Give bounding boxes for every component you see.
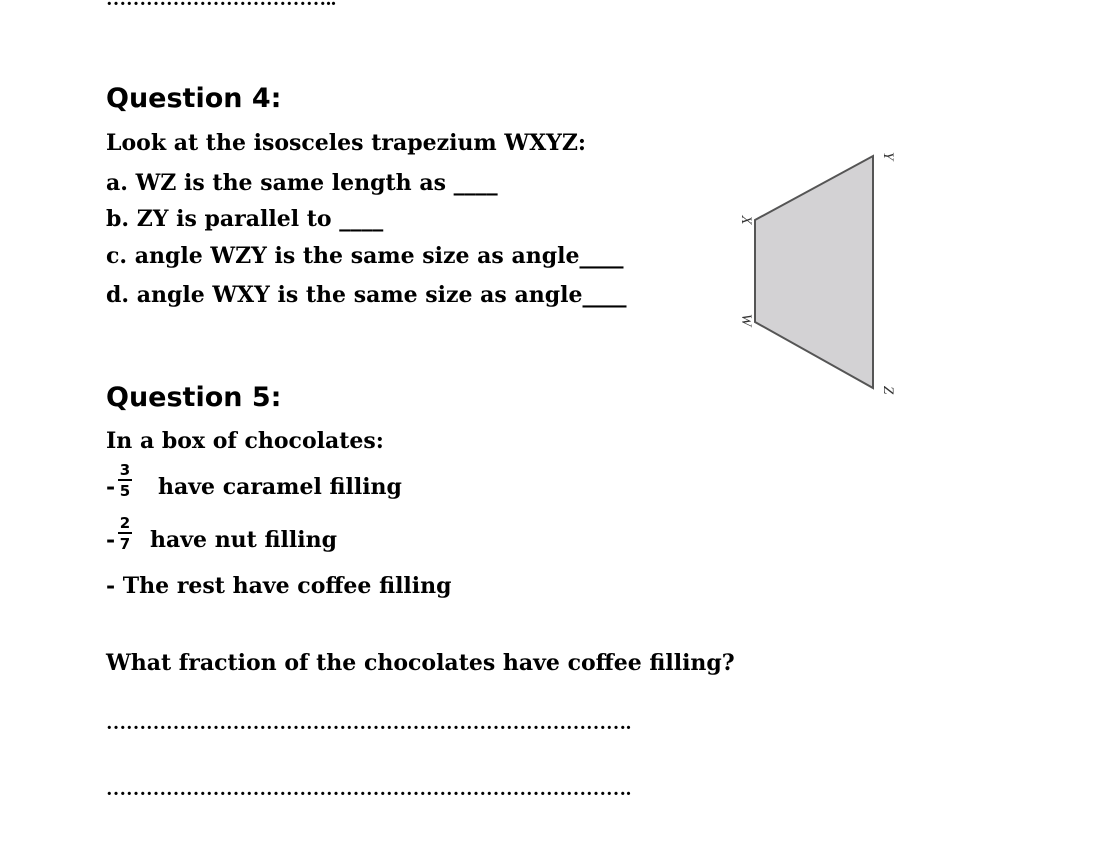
trapezium-shape (755, 156, 873, 388)
list-item-coffee: - The rest have coffee filling (106, 573, 452, 599)
fraction-caramel (118, 462, 132, 499)
list-item-text: have nut filling (150, 527, 337, 553)
question-5-intro: In a box of chocolates: (106, 428, 384, 454)
list-item-dash: - (106, 474, 116, 500)
answer-line-2[interactable]: ……………………………………………………………………. (106, 778, 631, 800)
vertex-label-w: W (738, 313, 754, 327)
question-5-prompt: What fraction of the chocolates have coffee filling? (106, 650, 735, 676)
trapezium-diagram (720, 140, 910, 410)
question-4-part-b: b. ZY is parallel to ____ (106, 206, 384, 232)
question-4-heading: Question 4: (106, 83, 282, 114)
question-4-part-a: a. WZ is the same length as ____ (106, 170, 498, 196)
fraction-numerator: 2 (119, 514, 131, 532)
fraction-nut (118, 515, 132, 552)
question-4-part-c: c. angle WZY is the same size as angle____ (106, 243, 624, 269)
question-4-part-d: d. angle WXY is the same size as angle____ (106, 282, 627, 308)
vertex-label-z: Z (880, 385, 896, 395)
list-item-nut (106, 515, 526, 565)
trapezium-svg (720, 140, 910, 410)
vertex-label-y: Y (880, 151, 896, 161)
fraction-bar (118, 532, 132, 534)
question-4-intro: Look at the isosceles trapezium WXYZ: (106, 130, 587, 156)
question-5-heading: Question 5: (106, 382, 282, 413)
vertex-label-x: X (738, 215, 754, 225)
fraction-denominator: 7 (119, 535, 131, 553)
list-item-text: have caramel filling (158, 474, 402, 500)
list-item-dash: - (106, 527, 116, 553)
previous-answer-line (106, 0, 336, 11)
fraction-bar (118, 479, 132, 481)
fraction-numerator: 3 (119, 461, 131, 479)
list-item-caramel (106, 462, 526, 512)
answer-line-1[interactable]: ……………………………………………………………………. (106, 712, 631, 734)
fraction-denominator: 5 (119, 482, 131, 500)
